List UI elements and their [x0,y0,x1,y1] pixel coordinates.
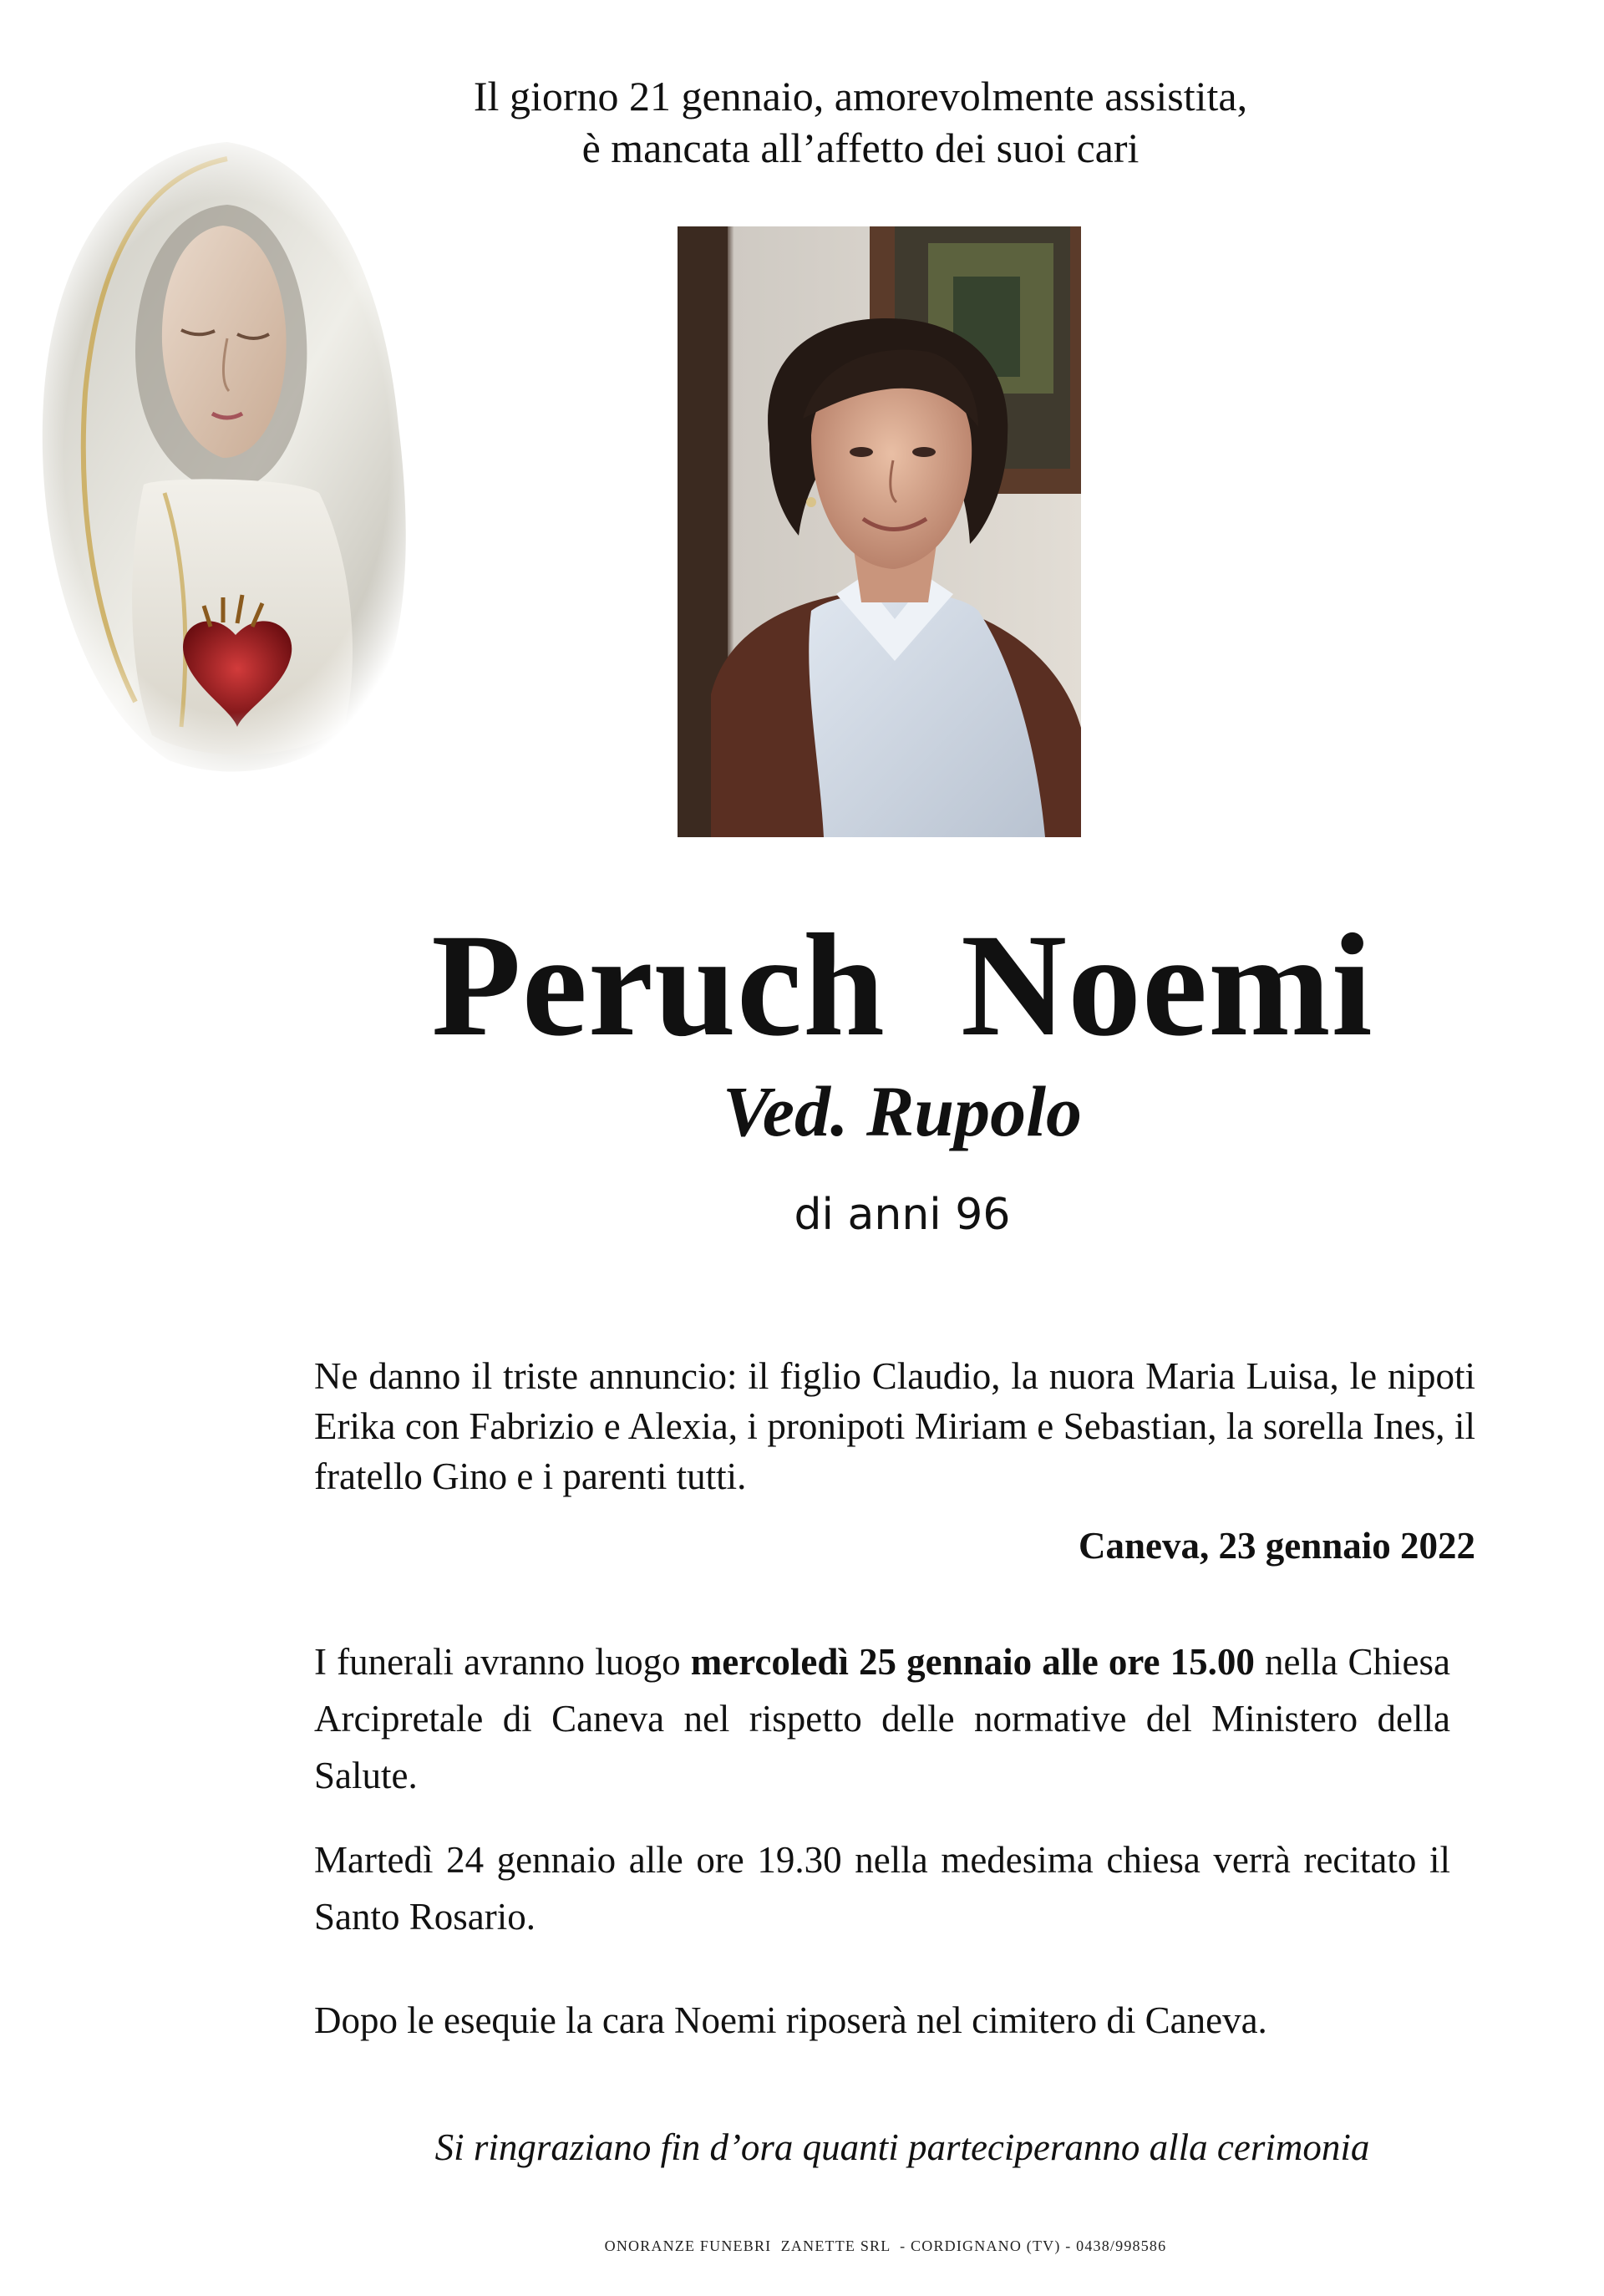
announcement-paragraph: Ne danno il triste annuncio: il figlio Claudio, la nuora Maria Luisa, le nipoti Erika con Fabrizio e Alexia, i pronipoti Miriam e Sebastian, la sorella Ines, il fratello Gino e i parenti tutti. [314,1355,1475,1497]
age: di anni 96 [794,1190,1011,1240]
intro-line-2: è mancata all’affetto dei suoi cari [581,124,1140,171]
burial-paragraph: Dopo le esequie la cara Noemi riposerà nel cimitero di Caneva. [314,1999,1267,2041]
widow-of: Ved. Rupolo [722,1071,1083,1151]
intro-line-1: Il giorno 21 gennaio, amorevolmente assistita, [473,73,1248,119]
funeral-home-footer: ONORANZE FUNEBRI ZANETTE SRL - CORDIGNANO (TV) - 0438/998586 [604,2238,1167,2254]
madonna-image [18,125,436,785]
portrait-photo [678,226,1081,837]
place-date: Caneva, 23 gennaio 2022 [1078,1525,1475,1567]
thanks-line: Si ringraziano fin d’ora quanti parteciperanno alla cerimonia [434,2126,1370,2168]
deceased-name: Peruch Noemi [431,904,1373,1067]
funeral-suffix: nella Chiesa Arcipretale di Caneva nel rispetto delle normative del Ministero della Salute. [314,1641,1450,1796]
intro-text [401,70,1320,174]
funeral-paragraph [314,1633,1450,1804]
rosary-paragraph: Martedì 24 gennaio alle ore 19.30 nella medesima chiesa verrà recitato il Santo Rosario. [314,1839,1450,1938]
funeral-prefix: I funerali avranno luogo [314,1641,691,1683]
funeral-when: mercoledì 25 gennaio alle ore 15.00 [690,1641,1255,1683]
